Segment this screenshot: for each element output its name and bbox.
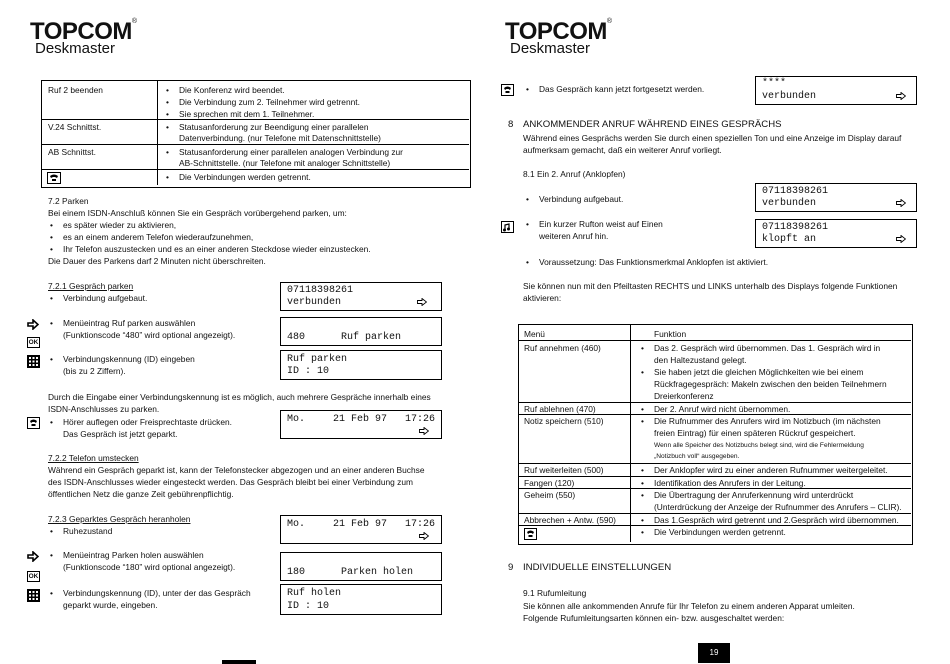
- row-label: Geheim (550): [524, 490, 576, 500]
- paragraph: ISDN-Anschlusses zu parken.: [48, 404, 160, 414]
- bullet-text: Ein kurzer Rufton weist auf Einen: [539, 219, 663, 229]
- bullet-text: Das Gespräch kann jetzt fortgesetzt werden.: [539, 84, 705, 94]
- bullet-text: weiteren Anruf hin.: [539, 231, 609, 241]
- bullet-text: Verbindung aufgebaut.: [539, 194, 624, 204]
- row-text: Die Übertragung der Anruferkennung wird unterdrückt: [654, 490, 854, 500]
- bullet-text: Voraussetzung: Das Funktionsmerkmal Anklopfen ist aktiviert.: [539, 257, 769, 267]
- arrow-right-icon: [896, 235, 906, 243]
- section-9-number: 9: [508, 562, 514, 573]
- lcd-display: 07118398261 verbunden: [280, 282, 442, 311]
- lcd-display: 180 Parken holen: [280, 552, 442, 581]
- table-header: Menü: [524, 329, 545, 339]
- bullet-text: Hörer auflegen oder Freisprechtaste drücken.: [63, 417, 232, 427]
- row-note: „Notizbuch voll“ ausgegeben.: [654, 453, 740, 460]
- hangup-handset-icon: [524, 528, 537, 540]
- row-text: Die Verbindungen werden getrennt.: [179, 172, 311, 182]
- row-text: Datenverbindung. (nur Telefone mit Datenschnittstelle): [179, 133, 381, 143]
- row-text: AB-Schnittstelle. (nur Telefone mit analoger Schnittstelle): [179, 158, 391, 168]
- bullet-text: es später wieder zu aktivieren,: [63, 220, 177, 230]
- row-text: Das 1.Gespräch wird getrennt und 2.Gespräch wird übernommen.: [654, 515, 899, 525]
- section-7-2-title: 7.2 Parken: [48, 196, 89, 206]
- paragraph: des ISDN-Anschlusses wieder eingesteckt werden. Das Gespräch bleibt bei einer Verbindung zum: [48, 477, 413, 487]
- paragraph: Während ein Gespräch geparkt ist, kann der Telefonstecker abgezogen und an einer anderen Buchse: [48, 465, 425, 475]
- section-8-title: ANKOMMENDER ANRUF WÄHREND EINES GESPRÄCHS: [523, 119, 782, 130]
- row-label: Ruf annehmen (460): [524, 343, 601, 353]
- row-label: Abbrechen + Antw. (590): [524, 515, 616, 525]
- bullet-text: Menüeintrag Ruf parken auswählen: [63, 318, 196, 328]
- bullet-text: (Funktionscode “180” wird optional angezeigt).: [63, 562, 236, 572]
- row-text: Sie sprechen mit dem 1. Teilnehmer.: [179, 109, 315, 119]
- row-label: Ruf weiterleiten (500): [524, 465, 604, 475]
- row-text: Das 2. Gespräch wird übernommen. Das 1. Gespräch wird in: [654, 343, 881, 353]
- bullet-text: geparkt wurde, eingeben.: [63, 600, 158, 610]
- page-marker: [222, 660, 256, 664]
- arrow-right-icon: [417, 298, 427, 306]
- row-label: Ruf 2 beenden: [48, 85, 103, 95]
- row-text: Die Rufnummer des Anrufers wird im Notizbuch (im nächsten: [654, 416, 881, 426]
- row-text: freien Eintrag) für einen späteren Rückruf gespeichert.: [654, 428, 856, 438]
- ok-key-icon: OK: [28, 339, 39, 346]
- lcd-display: Mo. 21 Feb 97 17:26: [280, 410, 442, 439]
- bullet-text: Ruhezustand: [63, 526, 113, 536]
- section-8-number: 8: [508, 119, 514, 130]
- bullet-text: es an einem anderem Telefon wiederaufzunehmen,: [63, 232, 254, 242]
- bullet-text: (bis zu 2 Ziffern).: [63, 366, 126, 376]
- right-function-table: Menü Funktion Ruf annehmen (460) • Das 2. Gespräch wird übernommen. Das 1. Gespräch wird in den Haltezustand gelegt. • Sie haben jetzt die gleichen Möglichkeiten wie bei einem Rückfragegespräch: Makeln zwischen den beiden Teilnehmern Dreierkonferenz Ruf ablehnen (470) • Der 2. Anruf wird nicht übernommen. Notiz speichern (510) • Die Rufnummer des Anrufers wird im Notizbuch (im nächsten freien Eintrag) für einen späteren Rückruf gespeichert. Wenn alle Speicher des Notizbuchs belegt sind, wird die Fehlermeldung „Notizbuch voll“ ausgegeben. Ruf weiterleiten (500) • Der Anklopfer wird zu einer anderen Rufnummer weitergeleitet. Fangen (120) • Identifikation des Anrufers in der Leitung. Geheim (550) • Die Übertragung der Anruferkennung wird unterdrückt (Unterdrückung der Anzeige der Rufnummer des Anrufers – CLIR). Abbrechen + Antw. (590) • Das 1.Gespräch wird getrennt und 2.Gespräch wird übernommen. • Die Verbindungen werden getrennt.: [518, 324, 913, 545]
- bullet-text: Verbindungskennung (ID) eingeben: [63, 354, 195, 364]
- row-label: AB Schnittst.: [48, 147, 96, 157]
- paragraph: Die Dauer des Parkens darf 2 Minuten nicht überschreiten.: [48, 256, 266, 266]
- ringing-bell-icon: [501, 221, 514, 233]
- paragraph: aufmerksam gemacht, daß ein weiterer Anruf vorliegt.: [523, 145, 722, 155]
- bullet-text: (Funktionscode “480” wird optional angezeigt).: [63, 330, 236, 340]
- arrow-right-icon: [896, 92, 906, 100]
- paragraph: Sie können nun mit den Pfeiltasten RECHTS und LINKS unterhalb des Displays folgende Funktionen: [523, 281, 898, 291]
- subtitle-left: Deskmaster: [35, 40, 116, 57]
- ok-key-icon: OK: [28, 573, 39, 580]
- section-7-2-3-title: 7.2.3 Geparktes Gespräch heranholen: [48, 514, 191, 524]
- row-text: Sie haben jetzt die gleichen Möglichkeiten wie bei einem: [654, 367, 864, 377]
- arrow-right-icon: [419, 532, 429, 540]
- keypad-icon: [27, 355, 40, 368]
- row-text: Statusanforderung einer parallelen analogen Verbindung zur: [179, 147, 403, 157]
- section-9-title: INDIVIDUELLE EINSTELLUNGEN: [523, 562, 672, 573]
- bullet-text: Das Gespräch ist jetzt geparkt.: [63, 429, 178, 439]
- lcd-display: Ruf parken ID : 10: [280, 350, 442, 380]
- section-9-1-title: 9.1 Rufumleitung: [523, 588, 587, 598]
- paragraph: Während eines Gesprächs werden Sie durch einen speziellen Ton und eine Anzeige im Display darauf: [523, 133, 902, 143]
- bullet-text: Verbindung aufgebaut.: [63, 293, 148, 303]
- row-text: Rückfragegespräch: Makeln zwischen den beiden Teilnehmern: [654, 379, 887, 389]
- section-7-2-1-title: 7.2.1 Gespräch parken: [48, 281, 134, 291]
- row-label: Notiz speichern (510): [524, 416, 604, 426]
- arrow-right-key-icon: [27, 319, 39, 330]
- paragraph: Bei einem ISDN-Anschluß können Sie ein Gespräch vorübergehend parken, um:: [48, 208, 347, 218]
- paragraph: aktivieren:: [523, 293, 562, 303]
- row-text: Der 2. Anruf wird nicht übernommen.: [654, 404, 791, 414]
- paragraph: Folgende Rufumleitungsarten können ein- bzw. ausgeschaltet werden:: [523, 613, 785, 623]
- lcd-display: **** verbunden: [755, 76, 917, 105]
- keypad-icon: [27, 589, 40, 602]
- row-label: V.24 Schnittst.: [48, 122, 102, 132]
- lcd-display: 07118398261 klopft an: [755, 219, 917, 248]
- topcom-logo-right: TOPCOM®: [505, 18, 612, 45]
- row-label: Fangen (120): [524, 478, 575, 488]
- arrow-right-key-icon: [27, 551, 39, 562]
- row-text: Identifikation des Anrufers in der Leitung.: [654, 478, 806, 488]
- row-text: (Unterdrückung der Anzeige der Rufnummer des Anrufers – CLIR).: [654, 502, 902, 512]
- row-text: Die Konferenz wird beendet.: [179, 85, 285, 95]
- arrow-right-icon: [419, 427, 429, 435]
- arrow-right-icon: [896, 199, 906, 207]
- row-label: Ruf ablehnen (470): [524, 404, 596, 414]
- lcd-display: Ruf holen ID : 10: [280, 584, 442, 615]
- bullet-text: Verbindungskennung (ID), unter der das Gespräch: [63, 588, 251, 598]
- page-number: 19: [698, 643, 730, 663]
- row-text: Der Anklopfer wird zu einer anderen Rufnummer weitergeleitet.: [654, 465, 888, 475]
- topcom-logo-left: TOPCOM®: [30, 18, 137, 45]
- lcd-display: 480 Ruf parken: [280, 317, 442, 346]
- row-text: Statusanforderung zur Beendigung einer parallelen: [179, 122, 369, 132]
- left-function-table: Ruf 2 beenden • Die Konferenz wird beendet. • Die Verbindung zum 2. Teilnehmer wird getrennt. • Sie sprechen mit dem 1. Teilnehmer. V.24 Schnittst. • Statusanforderung zur Beendigung einer parallelen Datenverbindung. (nur Telefone mit Datenschnittstelle) AB Schnittst. • Statusanforderung einer parallelen analogen Verbindung zur AB-Schnittstelle. (nur Telefone mit analoger Schnittstelle) • Die Verbindungen werden getrennt.: [41, 80, 471, 188]
- section-7-2-2-title: 7.2.2 Telefon umstecken: [48, 453, 139, 463]
- bullet-text: Ihr Telefon auszustecken und es an einer anderen Steckdose wieder einzustecken.: [63, 244, 371, 254]
- hangup-handset-icon: [27, 417, 40, 429]
- lcd-display: 07118398261 verbunden: [755, 183, 917, 212]
- row-text: Die Verbindungen werden getrennt.: [654, 527, 786, 537]
- row-text: Die Verbindung zum 2. Teilnehmer wird getrennt.: [179, 97, 360, 107]
- paragraph: Durch die Eingabe einer Verbindungskennung ist es möglich, auch mehrere Gespräche innerhalb eines: [48, 392, 431, 402]
- paragraph: Sie können alle ankommenden Anrufe für Ihr Telefon zu einem anderen Apparat umleiten.: [523, 601, 855, 611]
- section-8-1-title: 8.1 Ein 2. Anruf (Anklopfen): [523, 169, 626, 179]
- row-text: Dreierkonferenz: [654, 391, 714, 401]
- row-note: Wenn alle Speicher des Notizbuchs belegt sind, wird die Fehlermeldung: [654, 442, 864, 449]
- hangup-handset-icon: [47, 172, 61, 184]
- lcd-display: Mo. 21 Feb 97 17:26: [280, 515, 442, 544]
- table-header: Funktion: [654, 329, 687, 339]
- row-text: den Haltezustand gelegt.: [654, 355, 747, 365]
- bullet-text: Menüeintrag Parken holen auswählen: [63, 550, 204, 560]
- hangup-handset-icon: [501, 84, 514, 96]
- subtitle-right: Deskmaster: [510, 40, 591, 57]
- paragraph: öffentlichen Netz die ganze Zeit gebührenpflichtig.: [48, 489, 234, 499]
